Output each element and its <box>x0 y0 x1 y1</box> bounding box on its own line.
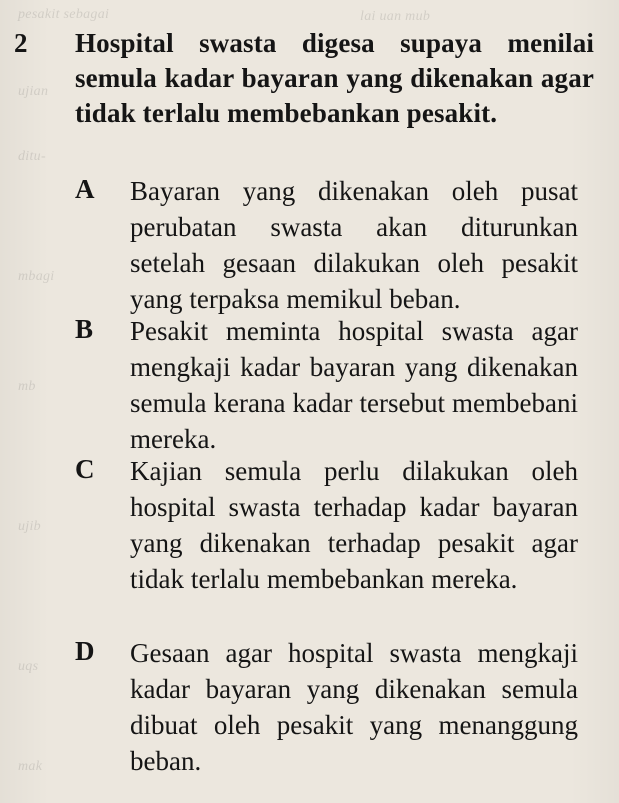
question-number: 2 <box>14 28 28 58</box>
option-c-text: Kajian semula perlu dilakukan oleh hospital swasta terhadap kadar bayaran yang dikenakan terhadap pesakit agar tidak terlalu membebankan mereka. <box>130 456 578 594</box>
option-c-letter: C <box>75 454 95 484</box>
option-a-text: Bayaran yang dikenakan oleh pusat perubatan swasta akan diturunkan setelah gesaan dilakukan oleh pesakit yang terpaksa memikul beban. <box>130 176 578 314</box>
bleed-through-text-left-4: mb <box>18 379 36 394</box>
bleed-through-text-left-5: ujib <box>18 519 41 534</box>
bleed-through-text-left-3: mbagi <box>18 269 55 284</box>
option-d-text: Gesaan agar hospital swasta mengkaji kadar bayaran yang dikenakan semula dibuat oleh pesakit yang menanggung beban. <box>130 638 578 776</box>
bleed-through-text-left-2: ditu- <box>18 149 46 164</box>
bleed-through-text-top-left: pesakit sebagai <box>18 7 110 22</box>
option-b-text: Pesakit meminta hospital swasta agar mengkaji kadar bayaran yang dikenakan semula kerana kadar tersebut membebani mereka. <box>130 316 578 454</box>
option-a-letter: A <box>75 174 95 204</box>
bleed-through-text-left-1: ujian <box>18 84 49 99</box>
option-b-letter: B <box>75 314 94 344</box>
bleed-through-text-left-7: mak <box>18 759 43 774</box>
bleed-through-text-left-6: uqs <box>18 659 39 674</box>
option-d-letter: D <box>75 636 95 666</box>
bleed-through-text-top-right: lai uan mub <box>360 9 431 24</box>
question-stem: Hospital swasta digesa supaya menilai semula kadar bayaran yang dikenakan agar tidak terlalu membebankan pesakit. <box>75 28 594 128</box>
